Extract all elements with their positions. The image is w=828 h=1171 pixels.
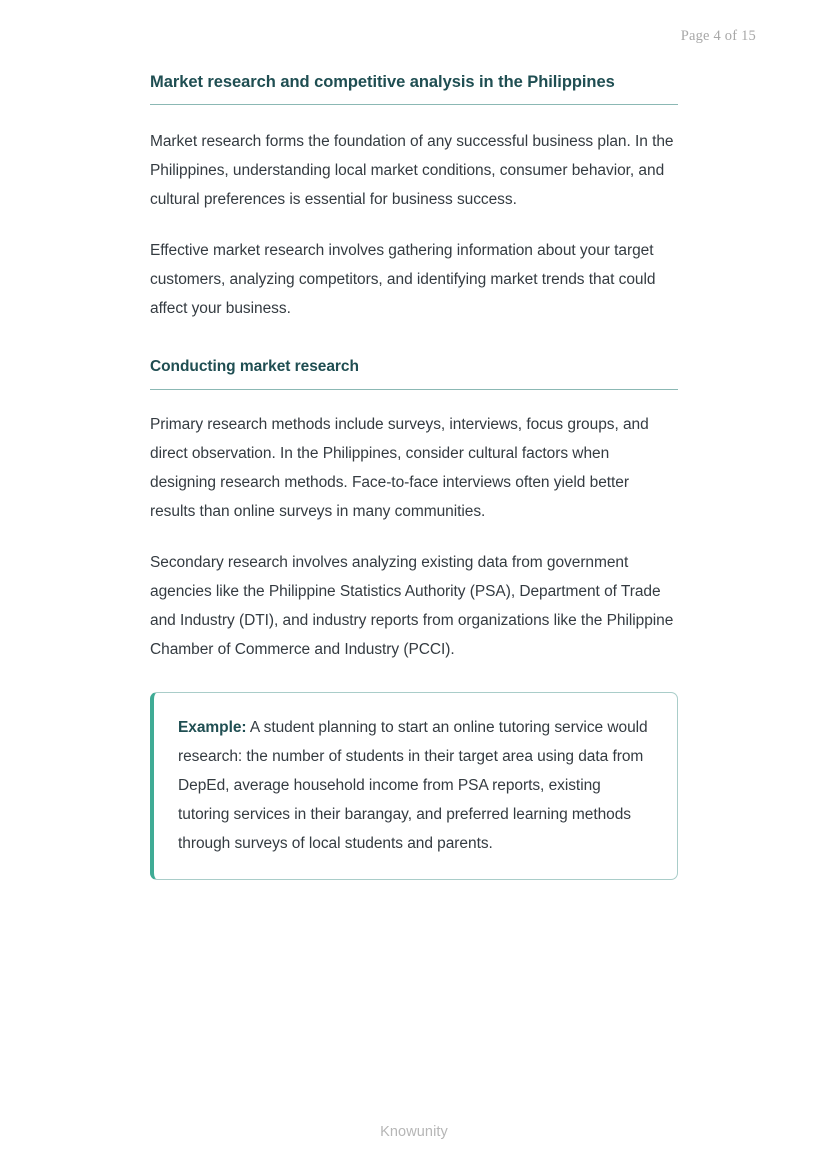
section-heading-conducting-market-research [150,357,678,389]
page-title: Market research and competitive analysis in the Philippines [150,73,615,91]
paragraph: Secondary research involves analyzing existing data from government agencies like the Philippine Statistics Authority (PSA), Department of Trade and Industry (DTI), and industry reports from organizations like the Philippine Chamber of Commerce and Industry (PCCI). [150,553,674,658]
section-heading-main [150,72,678,105]
paragraph: Primary research methods include surveys, interviews, focus groups, and direct observation. In the Philippines, consider cultural factors when designing research methods. Face-to-face interviews often yield better results than online surveys in many communities. [150,415,649,520]
paragraph: Market research forms the foundation of any successful business plan. In the Philippines, understanding local market conditions, consumer behavior, and cultural preferences is essential for business success. [150,133,674,209]
document-content [150,72,678,880]
callout-body: A student planning to start an online tutoring service would research: the number of students in their target area using data from DepEd, average household income from PSA reports, existing tutoring services in their barangay, and preferred learning methods through surveys of local students and parents. [178,718,648,852]
heading-divider [150,389,678,390]
callout-label: Example: [178,718,247,736]
footer-brand: Knowunity [380,1124,448,1140]
section-title: Conducting market research [150,358,359,376]
page-indicator: Page 4 of 15 [680,28,756,44]
callout-text [178,713,653,858]
paragraph: Effective market research involves gathering information about your target customers, analyzing competitors, and identifying market trends that could affect your business. [150,242,656,318]
example-callout [150,692,678,880]
heading-divider [150,104,678,105]
